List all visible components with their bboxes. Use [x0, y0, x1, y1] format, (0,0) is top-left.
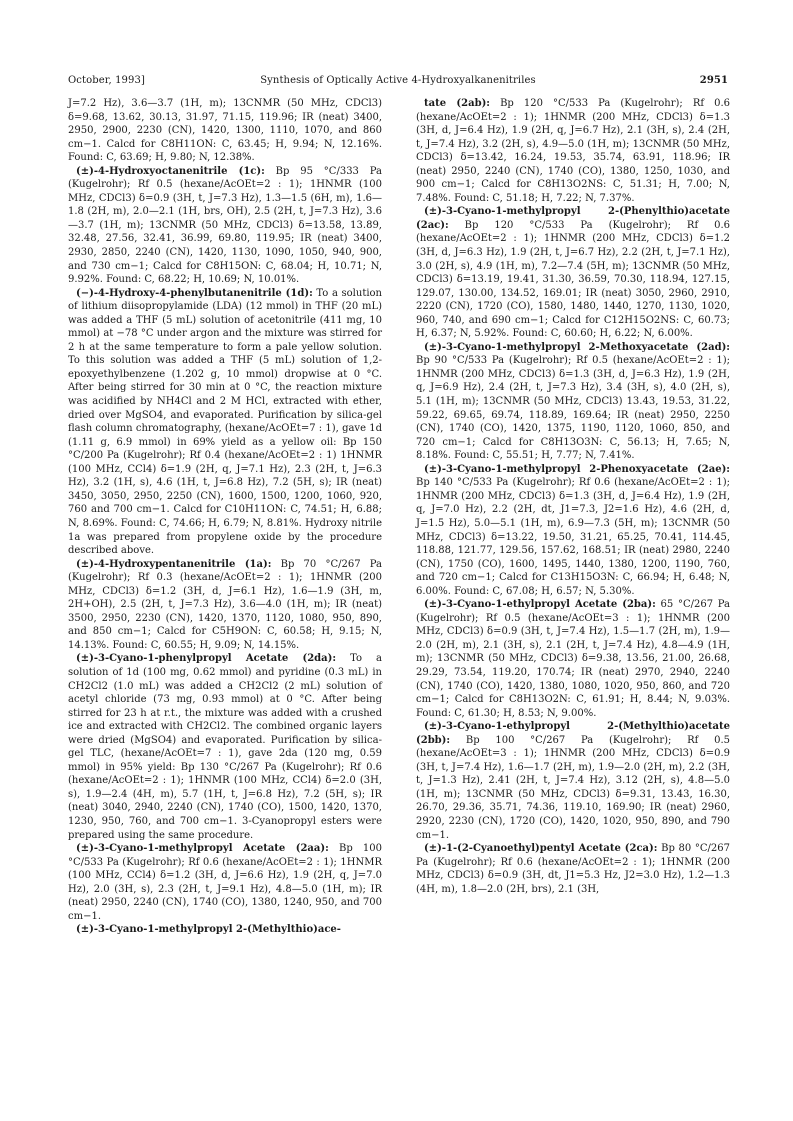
paragraph-text: 65 °C/267 Pa (Kugelrohr); Rf 0.5 (hexane/AcOEt=3 : 1); 1HNMR (200 MHz, CDCl3) δ=0.9 (3H, t, J=7.4 Hz), 1.5—1.7 (2H, m), 1.9—2.0 (2H, m), 2.1 (3H, s), 2.1 (2H, t, J=7.4 Hz), 4.8—4.9 (1H, m); 13CNMR (50 MHz, CDCl3) δ=9.38, 13.56, 21.00, 26.68, 29.29, 73.54, 119.20, 170.74; IR (neat) 2970, 2940, 2240 (CN), 1740 (CO), 1420, 1380, 1080, 1020, 950, 860, and 720 cm−1; Calcd for C8H13O2N: C, 61.91; H, 8.44; N, 9.03%. Found: C, 61.30; H, 8.53; N, 9.00%.: [416, 599, 730, 719]
paragraph: [68, 97, 382, 165]
header-date: October, 1993]: [68, 75, 145, 86]
header-title: Synthesis of Optically Active 4-Hydroxyalkanenitriles: [260, 75, 536, 86]
paragraph: [416, 720, 730, 842]
compound-heading: (±)-3-Cyano-1-methylpropyl 2-(Methylthio)ace-: [76, 924, 341, 936]
compound-heading: (±)-3-Cyano-1-ethylpropyl Acetate (2ba):: [424, 599, 656, 611]
paragraph: [416, 463, 730, 598]
paragraph-text: To a solution of 1d (100 mg, 0.62 mmol) and pyridine (0.3 mL) in CH2Cl2 (1.0 mL) was added a CH2Cl2 (2 mL) solution of acetyl chloride (73 mg, 0.93 mmol) at 0 °C. After being stirred for 23 h at r.t., the mixture was added with a crushed ice and extracted with CH2Cl2. The combined organic layers were dried (MgSO4) and evaporated. Purification by silica-gel TLC, (hexane/AcOEt=7 : 1), gave 2da (120 mg, 0.59 mmol) in 95% yield: Bp 130 °C/267 Pa (Kugelrohr); Rf 0.6 (hexane/AcOEt=2 : 1); 1HNMR (100 MHz, CCl4) δ=2.0 (3H, s), 1.9—2.4 (4H, m), 5.7 (1H, t, J=6.8 Hz), 7.2 (5H, s); IR (neat) 3040, 2940, 2240 (CN), 1740 (CO), 1500, 1420, 1370, 1230, 950, 760, and 700 cm−1. 3-Cyanopropyl esters were prepared using the same procedure.: [68, 653, 382, 841]
compound-heading: (±)-3-Cyano-1-methylpropyl Acetate (2aa):: [76, 843, 329, 855]
compound-heading: tate (2ab):: [424, 98, 491, 109]
paragraph: [68, 165, 382, 287]
paragraph-text: Bp 140 °C/533 Pa (Kugelrohr); Rf 0.6 (hexane/AcOEt=2 : 1); 1HNMR (200 MHz, CDCl3) δ=1.3 (3H, d, J=6.4 Hz), 1.9 (2H, q, J=7.0 Hz), 2.2 (2H, dt, J1=7.3, J2=1.6 Hz), 4.6 (2H, d, J=1.5 Hz), 5.0—5.1 (1H, m), 6.9—7.3 (5H, m); 13CNMR (50 MHz, CDCl3) δ=13.22, 19.50, 31.21, 65.25, 70.41, 114.45, 118.88, 121.77, 129.56, 157.62, 168.51; IR (neat) 2980, 2240 (CN), 1750 (CO), 1600, 1495, 1440, 1380, 1200, 1190, 760, and 720 cm−1; Calcd for C13H15O3N: C, 66.94; H, 6.48; N, 6.00%. Found: C, 67.08; H, 6.57; N, 5.30%.: [416, 477, 730, 597]
paragraph-text: Bp 95 °C/333 Pa (Kugelrohr); Rf 0.5 (hexane/AcOEt=2 : 1); 1HNMR (100 MHz, CDCl3) δ=0.9 (3H, t, J=7.3 Hz), 1.3—1.5 (6H, m), 1.6—1.8 (2H, m), 2.0—2.1 (1H, brs, OH), 2.5 (2H, t, J=7.3 Hz), 3.6—3.7 (1H, m); 13CNMR (50 MHz, CDCl3) δ=13.58, 13.89, 32.48, 27.56, 32.41, 36.99, 69.80, 119.95; IR (neat) 3400, 2930, 2850, 2240 (CN), 1420, 1130, 1090, 1050, 940, 900, and 730 cm−1; Calcd for C8H15ON: C, 68.04; H, 10.71; N, 9.92%. Found: C, 68.22; H, 10.69; N, 10.01%.: [68, 165, 382, 286]
compound-heading: (±)-3-Cyano-1-methylpropyl 2-(Phenylthio)acetate (2ac):: [416, 206, 730, 231]
paragraph: [416, 598, 730, 720]
compound-heading: (−)-4-Hydroxy-4-phenylbutanenitrile (1d):: [76, 287, 313, 299]
paragraph-text: Bp 70 °C/267 Pa (Kugelrohr); Rf 0.3 (hexane/AcOEt=2 : 1); 1HNMR (200 MHz, CDCl3) δ=1.2 (3H, d, J=6.1 Hz), 1.6—1.9 (3H, m, 2H+OH), 2.5 (2H, t, J=7.3 Hz), 3.6—4.0 (1H, m); IR (neat) 3500, 2950, 2230 (CN), 1420, 1370, 1120, 1080, 950, 890, and 850 cm−1; Calcd for C5H9ON: C, 60.58; H, 9.15; N, 14.13%. Found: C, 60.55; H, 9.09; N, 14.15%.: [68, 558, 382, 651]
paragraph-text: Bp 120 °C/533 Pa (Kugelrohr); Rf 0.6 (hexane/AcOEt=2 : 1); 1HNMR (200 MHz, CDCl3) δ=1.2 (3H, d, J=6.3 Hz), 1.9 (2H, t, J=6.7 Hz), 2.2 (2H, t, J=7.1 Hz), 3.0 (2H, s), 4.9 (1H, m), 7.2—7.4 (5H, m); 13CNMR (50 MHz, CDCl3) δ=13.19, 19.41, 31.30, 36.59, 70.30, 118.94, 127.15, 129.07, 130.00, 134.52, 169.01; IR (neat) 3050, 2960, 2910, 2220 (CN), 1720 (CO), 1580, 1480, 1440, 1270, 1130, 1020, 960, 740, and 690 cm−1; Calcd for C12H15O2NS: C, 60.73; H, 6.37; N, 5.92%. Found: C, 60.60; H, 6.22; N, 6.00%.: [416, 219, 731, 340]
paragraph: [416, 341, 730, 463]
paragraph-text: J=7.2 Hz), 3.6—3.7 (1H, m); 13CNMR (50 MHz, CDCl3) δ=9.68, 13.62, 30.13, 31.97, 71.15, 119.96; IR (neat) 3400, 2950, 2900, 2230 (CN), 1420, 1300, 1110, 1070, and 860 cm−1. Calcd for C8H11ON: C, 63.45; H, 9.94; N, 12.16%. Found: C, 63.69; H, 9.80; N, 12.38%.: [68, 98, 382, 164]
paragraph: [416, 205, 730, 340]
compound-heading: (±)-4-Hydroxypentanenitrile (1a):: [76, 558, 272, 570]
compound-heading: (±)-3-Cyano-1-ethylpropyl 2-(Methylthio)acetate (2bb):: [416, 721, 730, 746]
compound-heading: (±)-3-Cyano-1-phenylpropyl Acetate (2da):: [76, 653, 337, 665]
compound-heading: (±)-4-Hydroxyoctanenitrile (1c):: [76, 165, 265, 177]
compound-heading: (±)-3-Cyano-1-methylpropyl 2-Methoxyacetate (2ad):: [424, 341, 730, 353]
paragraph-text: To a solution of lithium diisopropylamide (LDA) (12 mmol) in THF (20 mL) was added a THF (5 mL) solution of acetonitrile (411 mg, 10 mmol) at −78 °C under argon and the mixture was stirred for 2 h at the same temperature to form a pale yellow solution. To this solution was added a THF (5 mL) solution of 1,2-epoxyethylbenzene (1.202 g, 10 mmol) dropwise at 0 °C. After being stirred for 30 min at 0 °C, the reaction mixture was acidified by NH4Cl and 2 M HCl, extracted with ether, dried over MgSO4, and evaporated. Purification by silica-gel flash column chromatography, (hexane/AcOEt=7 : 1), gave 1d (1.11 g, 6.9 mmol) in 69% yield as a yellow oil: Bp 150 °C/200 Pa (Kugelrohr); Rf 0.4 (hexane/AcOEt=2 : 1) 1HNMR (100 MHz, CCl4) δ=1.9 (2H, q, J=7.1 Hz), 2.3 (2H, t, J=6.3 Hz), 3.2 (1H, s), 4.6 (1H, t, J=6.8 Hz), 7.2 (5H, s); IR (neat) 3450, 3050, 2950, 2250 (CN), 1600, 1500, 1200, 1060, 920, 760 and 700 cm−1. Calcd for C10H11ON: C, 74.51; H, 6.88; N, 8.69%. Found: C, 74.66; H, 6.79; N, 8.81%. Hydroxy nitrile 1a was prepared from propylene oxide by the procedure described above.: [68, 287, 382, 557]
paragraph: [416, 97, 730, 205]
compound-heading: (±)-3-Cyano-1-methylpropyl 2-Phenoxyacetate (2ae):: [424, 463, 730, 475]
paragraph: [68, 842, 382, 923]
paragraph: [68, 923, 382, 937]
paragraph-text: Bp 80 °C/267 Pa (Kugelrohr); Rf 0.6 (hexane/AcOEt=2 : 1); 1HNMR (200 MHz, CDCl3) δ=0.9 (3H, dt, J1=5.3 Hz, J2=3.0 Hz), 1.2—1.3 (4H, m), 1.8—2.0 (2H, brs), 2.1 (3H,: [416, 843, 730, 895]
running-header: [68, 75, 728, 91]
paragraph: [68, 287, 382, 558]
paragraph-text: Bp 90 °C/533 Pa (Kugelrohr); Rf 0.5 (hexane/AcOEt=2 : 1); 1HNMR (200 MHz, CDCl3) δ=1.3 (3H, d, J=6.3 Hz), 1.9 (2H, q, J=6.9 Hz), 2.4 (2H, t, J=7.3 Hz), 3.4 (3H, s), 4.0 (2H, s), 5.1 (1H, m); 13CNMR (50 MHz, CDCl3) 13.43, 19.53, 31.22, 59.22, 69.65, 69.74, 118.89, 169.64; IR (neat) 2950, 2250 (CN), 1740 (CO), 1420, 1375, 1190, 1120, 1060, 850, and 720 cm−1; Calcd for C8H13O3N: C, 56.13; H, 7.65; N, 8.18%. Found: C, 55.51; H, 7.77; N, 7.41%.: [416, 355, 730, 462]
left-column: [68, 97, 382, 937]
paragraph: [68, 558, 382, 653]
page-number: 2951: [699, 75, 728, 86]
paragraph: [416, 842, 730, 896]
compound-heading: (±)-1-(2-Cyanoethyl)pentyl Acetate (2ca):: [424, 843, 658, 855]
right-column: [416, 97, 730, 896]
paragraph-text: Bp 100 °C/267 Pa (Kugelrohr); Rf 0.5 (hexane/AcOEt=3 : 1); 1HNMR (200 MHz, CDCl3) δ=0.9 (3H, t, J=7.4 Hz), 1.6—1.7 (2H, m), 1.9—2.0 (2H, m), 2.2 (3H, t, J=1.3 Hz), 2.41 (2H, t, J=7.4 Hz), 3.12 (2H, s), 4.8—5.0 (1H, m); 13CNMR (50 MHz, CDCl3) δ=9.31, 13.43, 16.30, 26.70, 29.36, 35.71, 74.36, 119.10, 169.90; IR (neat) 2960, 2920, 2230 (CN), 1720 (CO), 1420, 1020, 950, 890, and 790 cm−1.: [416, 734, 731, 841]
paragraph-text: Bp 100 °C/533 Pa (Kugelrohr); Rf 0.6 (hexane/AcOEt=2 : 1); 1HNMR (100 MHz, CCl4) δ=1.2 (3H, d, J=6.6 Hz), 1.9 (2H, q, J=7.0 Hz), 2.0 (3H, s), 2.3 (2H, t, J=9.1 Hz), 4.8—5.0 (1H, m); IR (neat) 2950, 2240 (CN), 1740 (CO), 1380, 1240, 950, and 700 cm−1.: [68, 843, 382, 922]
paragraph: [68, 652, 382, 842]
paragraph-text: Bp 120 °C/533 Pa (Kugelrohr); Rf 0.6 (hexane/AcOEt=2 : 1); 1HNMR (200 MHz, CDCl3) δ=1.3 (3H, d, J=6.4 Hz), 1.9 (2H, q, J=6.7 Hz), 2.1 (3H, s), 2.4 (2H, t, J=7.4 Hz), 3.2 (2H, s), 4.9—5.0 (1H, m); 13CNMR (50 MHz, CDCl3) δ=13.42, 16.24, 19.53, 35.74, 63.91, 118.96; IR (neat) 2950, 2240 (CN), 1740 (CO), 1380, 1250, 1030, and 900 cm−1; Calcd for C8H13O2NS: C, 51.31; H, 7.00; N, 7.48%. Found: C, 51.18; H, 7.22; N, 7.37%.: [416, 98, 731, 204]
